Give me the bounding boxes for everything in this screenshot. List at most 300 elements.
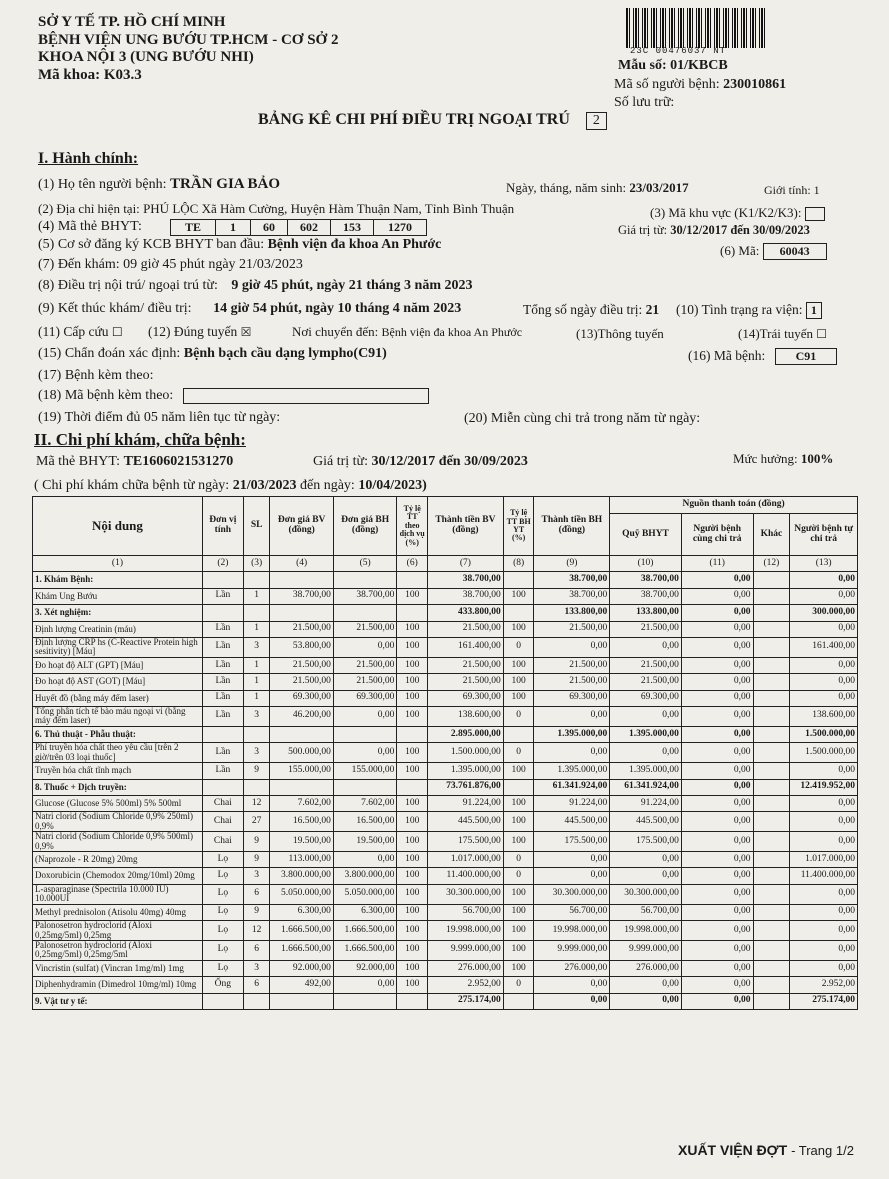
table-cell: 3. Xét nghiệm: (33, 605, 203, 621)
comorbidity-code (38, 388, 429, 404)
table-cell (753, 868, 790, 884)
table-cell (753, 921, 790, 941)
table-cell: 161.400,00 (790, 637, 858, 657)
table-cell: 56.700,00 (610, 904, 682, 920)
table-cell: 6 (243, 884, 270, 904)
table-cell: 0 (503, 868, 534, 884)
table-cell: 56.700,00 (534, 904, 610, 920)
table-cell: 0,00 (681, 960, 753, 976)
table-cell: 1.395.000,00 (428, 763, 504, 779)
table-cell: 433.800,00 (428, 605, 504, 621)
table-cell: 175.500,00 (428, 832, 504, 852)
table-cell: 0,00 (681, 993, 753, 1009)
area-code-label: (3) Mã khu vực (K1/K2/K3): (650, 205, 802, 220)
table-cell: 6 (243, 940, 270, 960)
table-cell: 0,00 (681, 779, 753, 795)
table-cell: 3 (243, 960, 270, 976)
table-cell (503, 605, 534, 621)
table-cell: 21.500,00 (428, 674, 504, 690)
cost-period (34, 478, 427, 494)
dob-value: 23/03/2017 (629, 180, 689, 195)
table-row (33, 657, 858, 673)
table-cell: 0,00 (333, 707, 396, 727)
table-cell: 2.895.000,00 (428, 726, 504, 742)
table-cell: 16.500,00 (333, 812, 396, 832)
hospital-name: BỆNH VIỆN UNG BƯỚU TP.HCM - CƠ SỞ 2 (38, 32, 339, 48)
table-cell: 445.500,00 (610, 812, 682, 832)
table-cell: 38.700,00 (534, 588, 610, 604)
col-rate-tt: Tỷ lệ TT theo dịch vụ (%) (397, 497, 428, 556)
table-cell: 21.500,00 (270, 621, 333, 637)
table-cell: Định lượng CRP hs (C-Reactive Protein high sesitivity) [Máu] (33, 637, 203, 657)
table-cell: 100 (397, 743, 428, 763)
patient-name-value: TRẦN GIA BẢO (170, 176, 281, 192)
discharge-status-value: 1 (806, 302, 822, 319)
table-cell (397, 572, 428, 588)
table-cell: 100 (397, 621, 428, 637)
table-cell (753, 884, 790, 904)
table-cell: 0,00 (790, 763, 858, 779)
table-cell: 175.500,00 (534, 832, 610, 852)
table-cell (202, 605, 243, 621)
table-cell: 69.300,00 (270, 690, 333, 706)
table-cell (753, 832, 790, 852)
card-valid-value: 30/12/2017 đến 30/09/2023 (670, 223, 810, 237)
table-cell: 0,00 (681, 884, 753, 904)
table-cell: Lọ (202, 921, 243, 941)
table-cell: 0,00 (681, 588, 753, 604)
registration-label: (5) Cơ sở đăng ký KCB BHYT ban đầu: (38, 237, 265, 252)
correct-route-label: (12) Đúng tuyến (148, 324, 238, 339)
table-cell: 0 (503, 707, 534, 727)
table-cell: 0,00 (790, 812, 858, 832)
table-cell: 0,00 (333, 852, 396, 868)
table-cell: Lần (202, 707, 243, 727)
table-cell: 3.800.000,00 (333, 868, 396, 884)
table-cell: 100 (503, 884, 534, 904)
table-cell: 300.000,00 (790, 605, 858, 621)
table-cell: 0,00 (610, 993, 682, 1009)
table-cell (202, 993, 243, 1009)
insurance-card-boxes (170, 219, 427, 236)
table-cell: 19.998.000,00 (610, 921, 682, 941)
table-cell: 38.700,00 (270, 588, 333, 604)
table-cell: 92.000,00 (333, 960, 396, 976)
table-cell: 0,00 (610, 868, 682, 884)
table-cell: 1 (243, 674, 270, 690)
table-cell: 0,00 (681, 726, 753, 742)
table-cell (243, 605, 270, 621)
table-cell: Palonosetron hydroclorid (Aloxi 0,25mg/5ml) 0,25mg/5ml (33, 940, 203, 960)
title-copy-number: 2 (586, 112, 607, 130)
treatment-days (523, 302, 659, 318)
table-cell: 2.952,00 (428, 977, 504, 993)
table-cell: 21.500,00 (270, 674, 333, 690)
table-cell: 0,00 (790, 904, 858, 920)
table-cell (753, 779, 790, 795)
table-cell: Lọ (202, 884, 243, 904)
address (38, 201, 514, 217)
table-cell (753, 743, 790, 763)
table-cell: 0,00 (790, 884, 858, 904)
table-row (33, 960, 858, 976)
table-cell (753, 726, 790, 742)
table-row (33, 977, 858, 993)
table-cell: 1 (243, 588, 270, 604)
table-cell: 1.666.500,00 (270, 940, 333, 960)
table-cell (243, 572, 270, 588)
diagnosis-value: Bệnh bạch cầu dạng lympho(C91) (183, 346, 387, 361)
table-cell: 38.700,00 (534, 572, 610, 588)
table-cell: 100 (397, 588, 428, 604)
barcode (626, 8, 766, 48)
table-cell: 0,00 (681, 621, 753, 637)
table-cell: 27 (243, 812, 270, 832)
table-cell: 21.500,00 (333, 621, 396, 637)
table-cell (397, 726, 428, 742)
column-number: (11) (681, 556, 753, 572)
five-year-date: (19) Thời điểm đủ 05 năm liên tục từ ngày: (38, 410, 281, 425)
table-cell: 0,00 (681, 940, 753, 960)
table-cell: 276.000,00 (428, 960, 504, 976)
table-cell: 21.500,00 (534, 621, 610, 637)
table-cell: 16.500,00 (270, 812, 333, 832)
table-row (33, 852, 858, 868)
table-cell: 38.700,00 (333, 588, 396, 604)
table-cell: 0,00 (790, 832, 858, 852)
table-cell: Phí truyền hóa chất theo yêu cầu [trên 2 giờ/trên 03 loại thuốc] (33, 743, 203, 763)
cost-table-wrapper (32, 496, 858, 1010)
table-cell: 100 (503, 588, 534, 604)
column-number: (8) (503, 556, 534, 572)
table-cell: 38.700,00 (610, 572, 682, 588)
cost-period-label: ( Chi phí khám chữa bệnh từ ngày: (34, 478, 230, 493)
col-qty: SL (243, 497, 270, 556)
table-cell: 1.666.500,00 (270, 921, 333, 941)
table-cell: 100 (397, 657, 428, 673)
costs-insurance-card (36, 454, 233, 470)
card-valid-label: Giá trị từ: (618, 223, 668, 237)
notify-route: (13)Thông tuyến (576, 326, 664, 341)
table-group-row (33, 993, 858, 1009)
table-cell: (Naprozole - R 20mg) 20mg (33, 852, 203, 868)
table-cell: 0,00 (534, 993, 610, 1009)
table-cell: 3 (243, 743, 270, 763)
address-label: (2) Địa chỉ hiện tại: (38, 201, 140, 216)
table-cell: 161.400,00 (428, 637, 504, 657)
table-row (33, 690, 858, 706)
treatment-end-label: (9) Kết thúc khám/ điều trị: (38, 301, 192, 316)
patient-name-label: (1) Họ tên người bệnh: (38, 177, 167, 192)
column-number: (13) (790, 556, 858, 572)
table-cell: 100 (503, 960, 534, 976)
table-cell (243, 726, 270, 742)
treatment-start (38, 278, 472, 294)
form-number: Mẫu số: 01/KBCB (618, 58, 728, 73)
diagnosis-label: (15) Chẩn đoán xác định: (38, 346, 181, 361)
table-cell: Natri clorid (Sodium Chloride 0,9% 250ml) 0,9% (33, 812, 203, 832)
table-row (33, 637, 858, 657)
table-cell: 100 (503, 763, 534, 779)
table-cell: Định lượng Creatinin (máu) (33, 621, 203, 637)
table-cell: Lọ (202, 904, 243, 920)
patient-name (38, 176, 280, 193)
table-cell (753, 977, 790, 993)
table-cell: 9.999.000,00 (534, 940, 610, 960)
table-cell: 275.174,00 (790, 993, 858, 1009)
table-cell: 276.000,00 (610, 960, 682, 976)
table-cell: 0,00 (610, 637, 682, 657)
table-cell: 0,00 (681, 832, 753, 852)
table-cell (753, 795, 790, 811)
table-cell: 100 (503, 690, 534, 706)
column-number: (5) (333, 556, 396, 572)
table-cell: Lọ (202, 852, 243, 868)
table-cell (753, 852, 790, 868)
table-cell (333, 779, 396, 795)
table-cell: Ống (202, 977, 243, 993)
table-cell: 6 (243, 977, 270, 993)
col-copay: Người bệnh cùng chi trả (681, 514, 753, 556)
table-cell: 0 (503, 637, 534, 657)
table-cell: 100 (397, 707, 428, 727)
table-cell: 100 (397, 977, 428, 993)
table-cell: Lần (202, 588, 243, 604)
table-cell: 0,00 (681, 812, 753, 832)
table-cell: L-asparaginase (Spectrila 10.000 IU) 10.000UI (33, 884, 203, 904)
table-cell: 0,00 (790, 940, 858, 960)
table-cell: 9. Vật tư y tế: (33, 993, 203, 1009)
column-number: (6) (397, 556, 428, 572)
discharge-footer (678, 1142, 854, 1158)
column-number: (1) (33, 556, 203, 572)
col-price-bv: Đơn giá BV (đồng) (270, 497, 333, 556)
table-cell (270, 726, 333, 742)
transfer-label: Nơi chuyển đến: (292, 324, 379, 339)
table-row (33, 832, 858, 852)
table-cell: 0,00 (681, 977, 753, 993)
table-cell: 30.300.000,00 (534, 884, 610, 904)
table-cell: 69.300,00 (610, 690, 682, 706)
table-cell: 0,00 (610, 977, 682, 993)
registration-value: Bệnh viện đa khoa An Phước (267, 237, 442, 252)
column-number: (12) (753, 556, 790, 572)
table-cell: Lần (202, 657, 243, 673)
table-cell: 0,00 (681, 868, 753, 884)
table-cell: 0,00 (534, 977, 610, 993)
table-cell: 3 (243, 707, 270, 727)
archive-number: Số lưu trữ: (614, 95, 675, 110)
table-cell: 0,00 (681, 763, 753, 779)
column-number: (2) (202, 556, 243, 572)
table-cell: 5.050.000,00 (333, 884, 396, 904)
costs-valid-value: 30/12/2017 đến 30/09/2023 (371, 454, 528, 469)
ward-name: KHOA NỘI 3 (UNG BƯỚU NHI) (38, 49, 254, 65)
table-cell (270, 605, 333, 621)
table-cell: 0,00 (790, 621, 858, 637)
table-cell: 100 (397, 763, 428, 779)
card-part: 153 (331, 220, 374, 236)
table-cell (753, 690, 790, 706)
table-cell: 21.500,00 (270, 657, 333, 673)
table-row (33, 884, 858, 904)
diagnosis-code (688, 348, 837, 365)
table-cell: 0,00 (681, 707, 753, 727)
table-cell: 0,00 (790, 795, 858, 811)
insurance-card-label: (4) Mã thẻ BHYT: (38, 219, 142, 234)
table-cell: 1 (243, 621, 270, 637)
insurance-card-row (38, 219, 142, 235)
section-costs-heading: II. Chi phí khám, chữa bệnh: (34, 430, 246, 449)
table-cell: Chai (202, 795, 243, 811)
table-cell: 100 (503, 921, 534, 941)
col-other: Khác (753, 514, 790, 556)
comorbidity-code-label: (18) Mã bệnh kèm theo: (38, 388, 174, 404)
table-cell: 500.000,00 (270, 743, 333, 763)
table-cell: 21.500,00 (610, 657, 682, 673)
col-rate-bh: Tỷ lệ TT BH YT (%) (503, 497, 534, 556)
table-cell: 1.500.000,00 (790, 743, 858, 763)
treatment-end (38, 301, 461, 317)
table-cell: Huyết đồ (bằng máy đếm laser) (33, 690, 203, 706)
wrong-route-checkbox-icon: ☐ (816, 327, 828, 341)
costs-valid-label: Giá trị từ: (313, 454, 369, 469)
table-cell: 0,00 (534, 743, 610, 763)
table-cell: 19.500,00 (270, 832, 333, 852)
table-cell: 0 (503, 852, 534, 868)
emergency-label: (11) Cấp cứu (38, 324, 109, 339)
table-group-row (33, 605, 858, 621)
table-cell: 6.300,00 (333, 904, 396, 920)
table-cell (333, 726, 396, 742)
table-cell: Doxorubicin (Chemodox 20mg/10ml) 20mg (33, 868, 203, 884)
table-cell: Lọ (202, 868, 243, 884)
table-cell: 61.341.924,00 (534, 779, 610, 795)
column-number: (3) (243, 556, 270, 572)
table-cell: 0,00 (681, 795, 753, 811)
address-value: PHÚ LỘC Xã Hàm Cường, Huyện Hàm Thuận Nam, Tỉnh Bình Thuận (143, 201, 515, 216)
table-cell: 0,00 (790, 657, 858, 673)
transfer-value: Bệnh viện đa khoa An Phước (381, 325, 523, 339)
table-cell: 175.500,00 (610, 832, 682, 852)
table-cell: 0,00 (610, 743, 682, 763)
facility-code (720, 243, 827, 260)
table-cell (397, 779, 428, 795)
table-cell: 100 (397, 904, 428, 920)
table-cell: 100 (503, 795, 534, 811)
table-cell: 1.395.000,00 (534, 763, 610, 779)
wrong-route-flag (738, 326, 827, 342)
table-cell: Khám Ung Bướu (33, 588, 203, 604)
table-cell: 155.000,00 (333, 763, 396, 779)
table-cell: 100 (397, 884, 428, 904)
table-cell: 91.224,00 (428, 795, 504, 811)
table-cell: 0,00 (681, 605, 753, 621)
table-group-row (33, 572, 858, 588)
discharge-status (676, 302, 822, 319)
table-cell: Lần (202, 621, 243, 637)
table-cell: 6.300,00 (270, 904, 333, 920)
table-cell: Đo hoạt độ ALT (GPT) [Máu] (33, 657, 203, 673)
table-cell: 0,00 (681, 690, 753, 706)
table-cell: Chai (202, 812, 243, 832)
table-cell: 100 (503, 940, 534, 960)
table-cell (202, 779, 243, 795)
table-cell: 8. Thuốc + Dịch truyền: (33, 779, 203, 795)
table-cell: 61.341.924,00 (610, 779, 682, 795)
card-part: TE (171, 220, 216, 236)
exemption-date: (20) Miễn cùng chi trả trong năm từ ngày: (464, 411, 701, 426)
table-cell: 0,00 (790, 960, 858, 976)
card-validity (618, 223, 810, 238)
table-cell: Lần (202, 763, 243, 779)
card-part: 602 (288, 220, 331, 236)
table-cell: 0,00 (681, 572, 753, 588)
table-cell: 0,00 (790, 921, 858, 941)
table-cell: Vincristin (sulfat) (Vincran 1mg/ml) 1mg (33, 960, 203, 976)
table-cell: 19.500,00 (333, 832, 396, 852)
table-cell (333, 993, 396, 1009)
table-cell: 9.999.000,00 (428, 940, 504, 960)
emergency-checkbox-icon: ☐ (111, 325, 123, 339)
table-cell: 0,00 (333, 743, 396, 763)
table-cell: 0,00 (681, 921, 753, 941)
table-cell: 0,00 (681, 904, 753, 920)
table-cell: Lọ (202, 960, 243, 976)
table-cell (753, 940, 790, 960)
date-of-birth (506, 180, 689, 196)
table-cell: 21.500,00 (534, 674, 610, 690)
table-cell (503, 779, 534, 795)
visit-time: (7) Đến khám: 09 giờ 45 phút ngày 21/03/2023 (38, 257, 303, 272)
table-cell: 1.395.000,00 (610, 763, 682, 779)
registration-facility (38, 237, 441, 253)
table-cell (753, 637, 790, 657)
table-cell: 3 (243, 868, 270, 884)
table-cell: 92.000,00 (270, 960, 333, 976)
card-part: 60 (251, 220, 288, 236)
table-cell: 100 (503, 657, 534, 673)
document-title (258, 111, 607, 130)
table-cell: 276.000,00 (534, 960, 610, 976)
table-row (33, 707, 858, 727)
cost-period-to-label: đến ngày: (299, 478, 355, 493)
table-cell (503, 726, 534, 742)
table-cell (753, 960, 790, 976)
table-cell: 1.017.000,00 (428, 852, 504, 868)
table-cell: 133.800,00 (534, 605, 610, 621)
table-row (33, 868, 858, 884)
table-row (33, 795, 858, 811)
ward-code: Mã khoa: K03.3 (38, 67, 142, 83)
card-part: 1270 (374, 220, 427, 236)
table-cell: 0,00 (681, 657, 753, 673)
table-cell: 100 (397, 812, 428, 832)
cost-table (32, 496, 858, 1010)
table-cell: 1. Khám Bệnh: (33, 572, 203, 588)
facility-code-label: (6) Mã: (720, 243, 760, 258)
table-cell: 21.500,00 (610, 674, 682, 690)
comorbidity-code-box (183, 388, 429, 404)
table-cell: 5.050.000,00 (270, 884, 333, 904)
area-code-box (805, 207, 825, 221)
table-cell: 0,00 (534, 868, 610, 884)
treatment-end-value: 14 giờ 54 phút, ngày 10 tháng 4 năm 2023 (213, 301, 462, 316)
table-cell (503, 572, 534, 588)
table-cell: 100 (397, 690, 428, 706)
table-cell: 100 (397, 940, 428, 960)
table-cell: 3 (243, 637, 270, 657)
